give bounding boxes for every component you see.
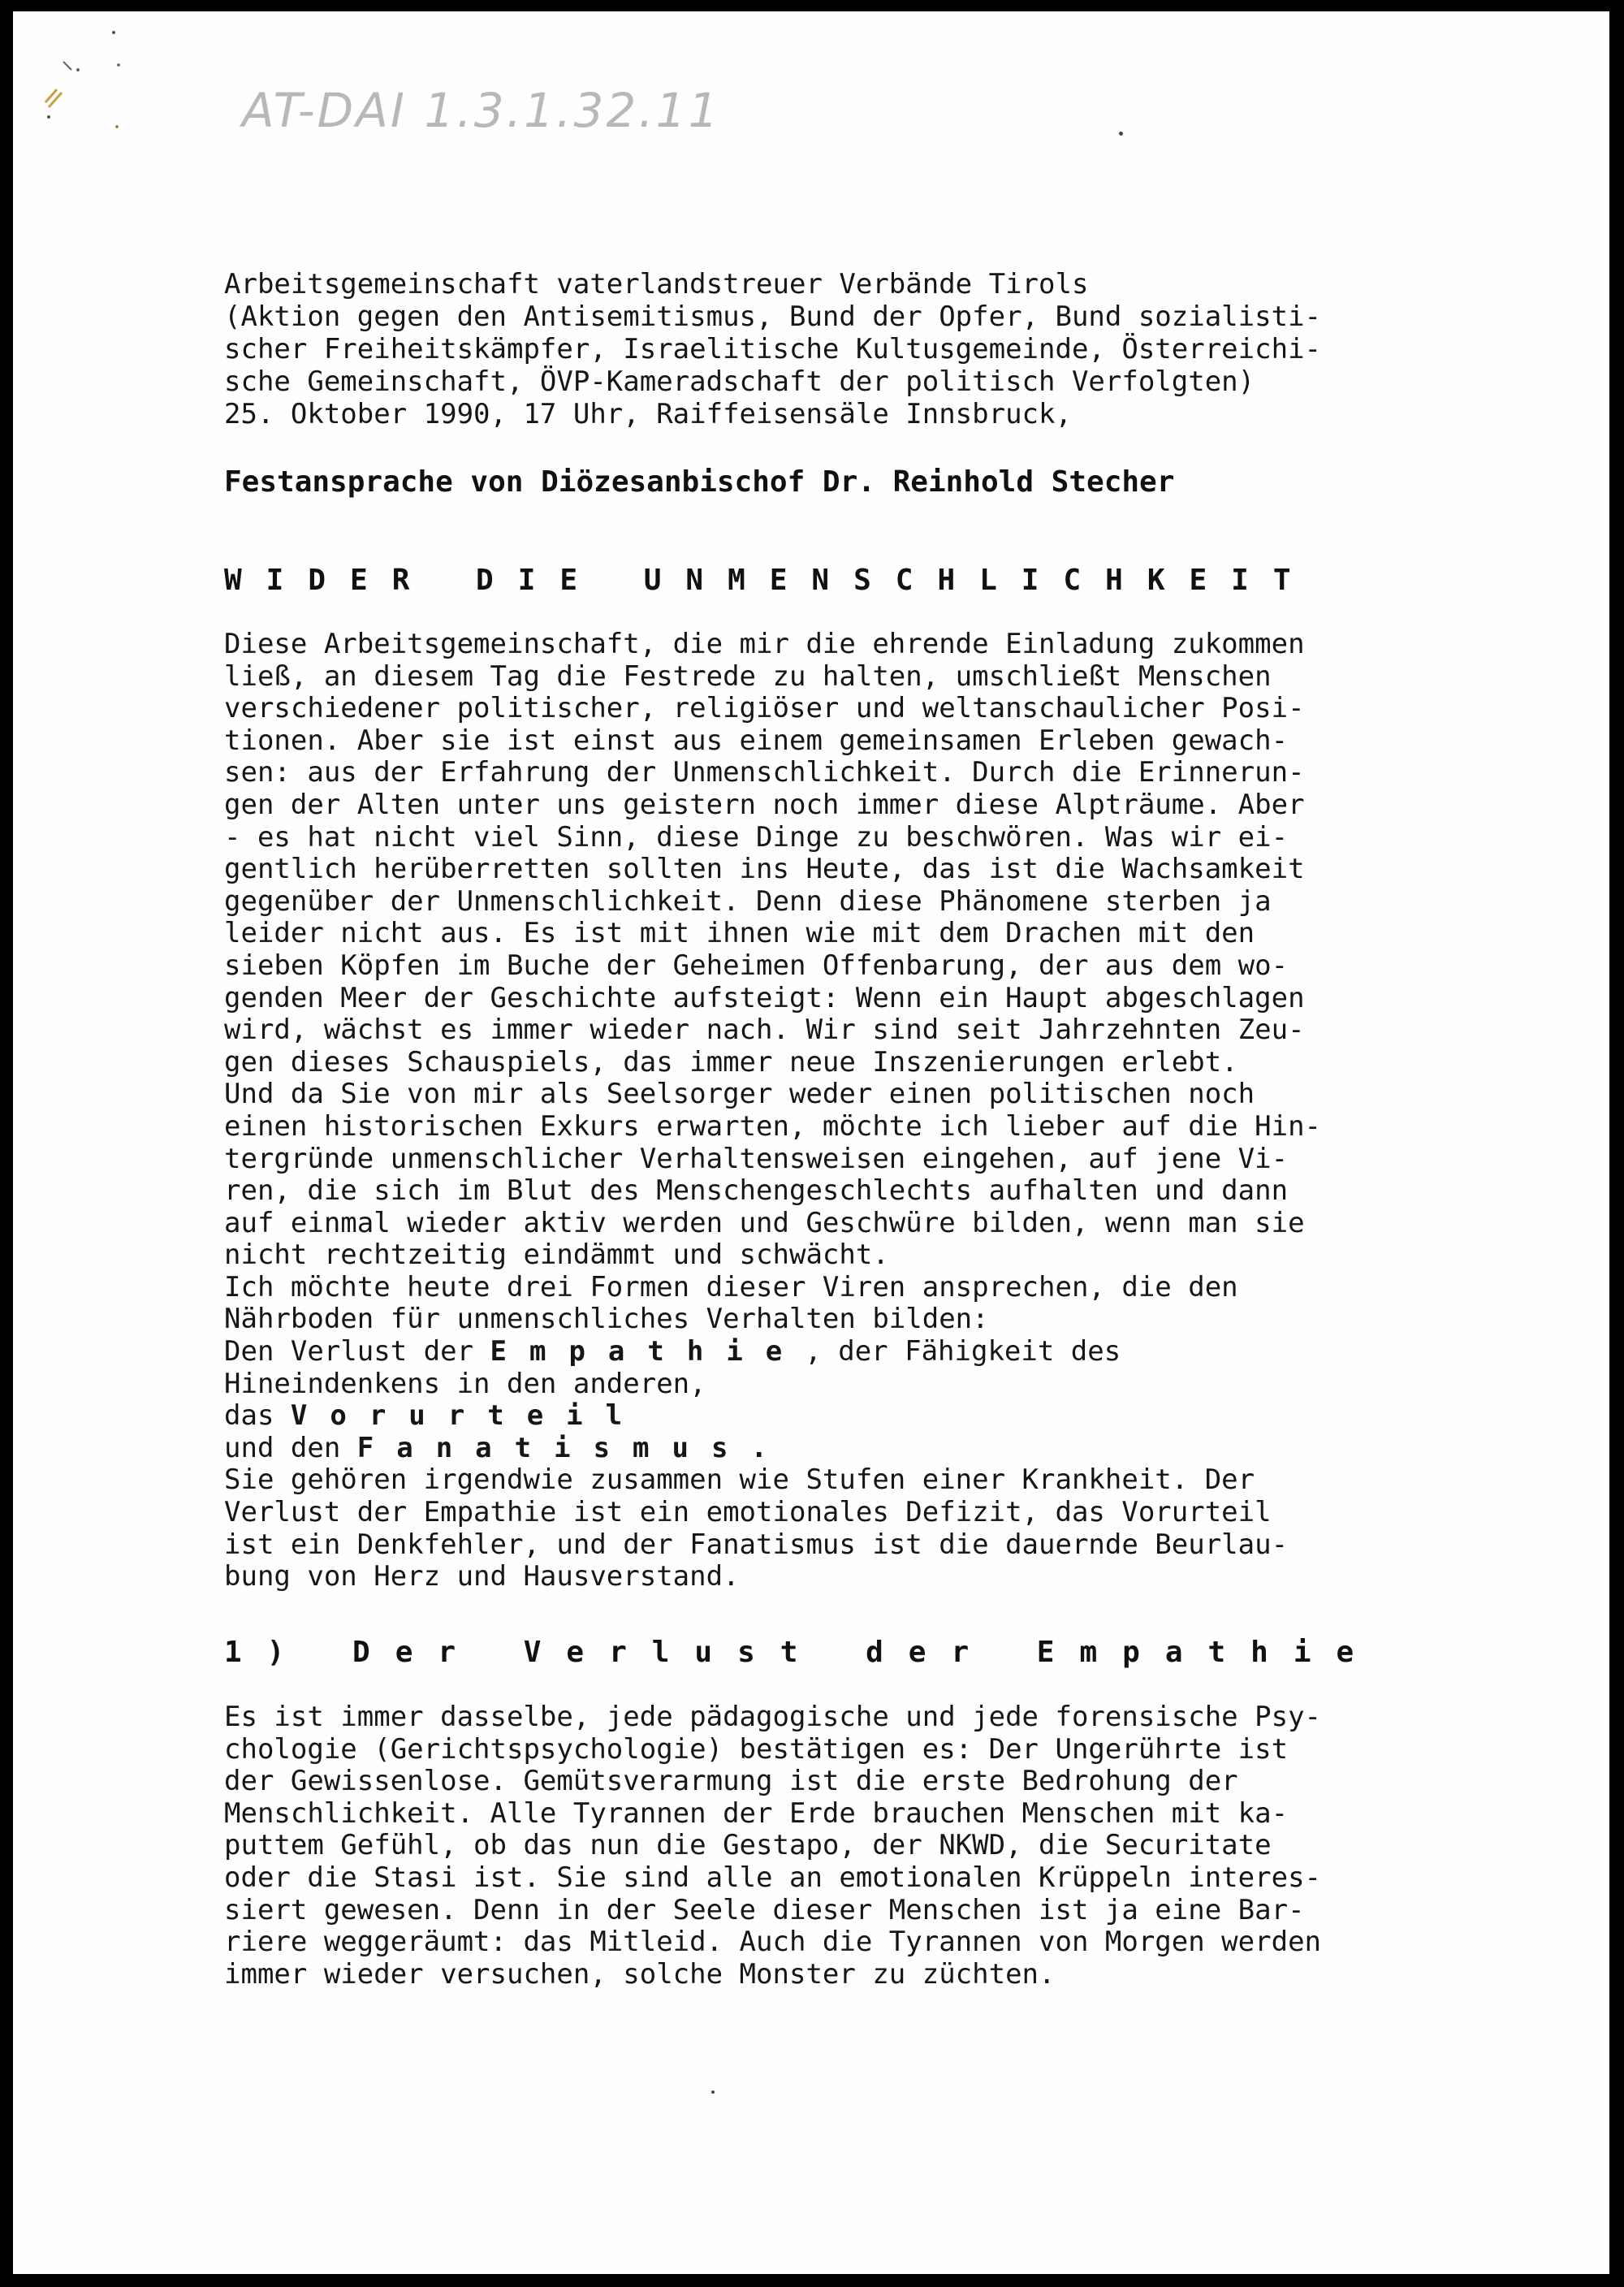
empathy-post: , der Fähigkeit des <box>805 1336 1121 1368</box>
body-line: chologie (Gerichtspsychologie) bestätigen es: Der Ungerührte ist <box>224 1733 1289 1766</box>
body-line: tionen. Aber sie ist einst aus einem gemeinsamen Erleben gewach- <box>224 724 1289 757</box>
header-line: 25. Oktober 1990, 17 Uhr, Raiffeisensäle Innsbruck, <box>224 398 1072 430</box>
speck <box>1119 132 1123 136</box>
body-line: sen: aus der Erfahrung der Unmenschlichkeit. Durch die Erinnerun- <box>224 757 1305 789</box>
body-line: siert gewesen. Denn in der Seele dieser Menschen ist ja eine Bar- <box>224 1894 1305 1926</box>
empathy-word: Empathie <box>490 1336 806 1368</box>
fanatismus-line <box>224 1433 1548 1465</box>
body-line: verschiedener politischer, religiöser und weltanschaulicher Posi- <box>224 693 1305 725</box>
organization-header <box>224 268 1548 430</box>
body-line: Nährboden für unmenschliches Verhalten bilden: <box>224 1303 989 1336</box>
body-line: der Gewissenlose. Gemütsverarmung ist die erste Bedrohung der <box>224 1766 1238 1798</box>
body-line: Hineindenkens in den anderen, <box>224 1368 706 1400</box>
margin-specks <box>13 11 175 174</box>
header-line: sche Gemeinschaft, ÖVP-Kameradschaft der politisch Verfolgten) <box>224 365 1255 398</box>
body-line: - es hat nicht viel Sinn, diese Dinge zu beschwören. Was wir ei- <box>224 821 1289 854</box>
body-line: Verlust der Empathie ist ein emotionales Defizit, das Vorurteil <box>224 1497 1272 1529</box>
fanatismus-pre: und den <box>224 1432 357 1464</box>
body-line: genden Meer der Geschichte aufsteigt: Wenn ein Haupt abgeschlagen <box>224 982 1305 1014</box>
body-line: ließ, an diesem Tag die Festrede zu halten, umschließt Menschen <box>224 660 1272 693</box>
body-line: ist ein Denkfehler, und der Fanatismus ist die dauernde Beurlau- <box>224 1528 1289 1561</box>
body-line: Es ist immer dasselbe, jede pädagogische und jede forensische Psy- <box>224 1701 1322 1733</box>
empathy-line <box>224 1336 1548 1368</box>
body-line: gen dieses Schauspiels, das immer neue Inszenierungen erlebt. <box>224 1046 1238 1079</box>
speech-label: Festansprache von Diözesanbischof Dr. Reinhold Stecher <box>224 465 1175 499</box>
document-page <box>13 11 1609 2274</box>
body-line: auf einmal wieder aktiv werden und Geschwüre bilden, wenn man sie <box>224 1207 1305 1239</box>
body-line: puttem Gefühl, ob das nun die Gestapo, der NKWD, die Securitate <box>224 1830 1272 1862</box>
section-heading: 1) Der Verlust der Empathie <box>224 1636 1380 1669</box>
body-line: gen der Alten unter uns geistern noch immer diese Alpträume. Aber <box>224 789 1305 821</box>
body-line: gentlich herüberretten sollten ins Heute, das ist die Wachsamkeit <box>224 854 1305 886</box>
vorurteil-pre: das <box>224 1400 291 1433</box>
body-text-2 <box>224 1701 1548 1991</box>
body-line: oder die Stasi ist. Sie sind alle an emotionalen Krüppeln interes- <box>224 1861 1322 1894</box>
body-line: ren, die sich im Blut des Menschengeschlechts aufhalten und dann <box>224 1175 1289 1208</box>
body-line: Diese Arbeitsgemeinschaft, die mir die ehrende Einladung zukommen <box>224 629 1305 660</box>
archive-stamp: AT-DAI 1.3.1.32.11 <box>242 83 721 138</box>
header-line: Arbeitsgemeinschaft vaterlandstreuer Verbände Tirols <box>224 268 1089 300</box>
header-line: scher Freiheitskämpfer, Israelitische Kultusgemeinde, Österreichi- <box>224 333 1322 365</box>
body-line: immer wieder versuchen, solche Monster zu züchten. <box>224 1958 1056 1991</box>
body-line: nicht rechtzeitig eindämmt und schwächt. <box>224 1239 889 1272</box>
body-text-1 <box>224 629 1548 1593</box>
body-line: Ich möchte heute drei Formen dieser Viren ansprechen, die den <box>224 1271 1238 1303</box>
body-line: einen historischen Exkurs erwarten, möchte ich lieber auf die Hin- <box>224 1110 1322 1143</box>
body-line: leider nicht aus. Es ist mit ihnen wie mit dem Drachen mit den <box>224 918 1255 950</box>
body-line: Menschlichkeit. Alle Tyrannen der Erde brauchen Menschen mit ka- <box>224 1797 1289 1830</box>
body-line: sieben Köpfen im Buche der Geheimen Offenbarung, der aus dem wo- <box>224 949 1289 982</box>
body-line: wird, wächst es immer wieder nach. Wir sind seit Jahrzehnten Zeu- <box>224 1014 1305 1047</box>
body-line: tergründe unmenschlicher Verhaltensweisen eingehen, auf jene Vi- <box>224 1143 1289 1175</box>
document-title: WIDER DIE UNMENSCHLICHKEIT <box>224 564 1315 597</box>
body-line: riere weggeräumt: das Mitleid. Auch die Tyrannen von Morgen werden <box>224 1926 1322 1959</box>
body-line: bung von Herz und Hausverstand. <box>224 1561 740 1593</box>
speck <box>711 2090 715 2094</box>
body-line: Und da Sie von mir als Seelsorger weder einen politischen noch <box>224 1079 1255 1111</box>
vorurteil-word: Vorurteil <box>290 1400 646 1433</box>
empathy-pre: Den Verlust der <box>224 1336 490 1368</box>
body-line: gegenüber der Unmenschlichkeit. Denn diese Phänomene sterben ja <box>224 885 1272 918</box>
vorurteil-line <box>224 1400 1548 1433</box>
body-line: Sie gehören irgendwie zusammen wie Stufen einer Krankheit. Der <box>224 1464 1255 1497</box>
fanatismus-word: Fanatismus. <box>356 1432 790 1464</box>
header-line: (Aktion gegen den Antisemitismus, Bund der Opfer, Bund sozialisti- <box>224 300 1322 333</box>
